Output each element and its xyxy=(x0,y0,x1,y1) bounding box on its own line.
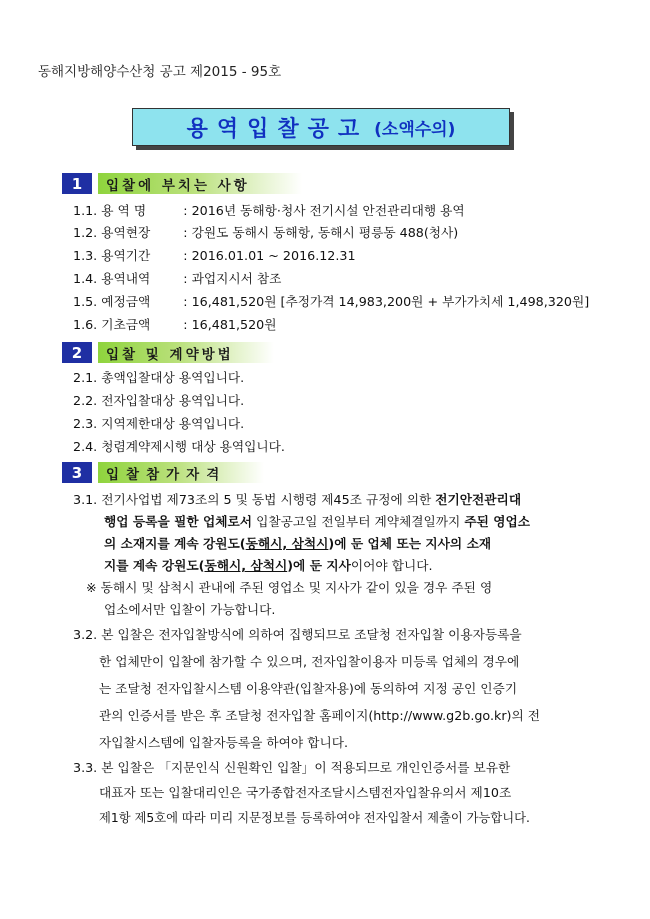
item-2-1: 2.1. 총액입찰대상 용역입니다. xyxy=(73,370,245,385)
item-2-4: 2.4. 청렴계약제시행 대상 용역입니다. xyxy=(73,439,285,454)
item-3-2-line-3: 는 조달청 전자입찰시스템 이용약관(입찰자용)에 동의하여 지정 공인 인증기 xyxy=(99,681,518,696)
item-3-2-line-5: 자입찰시스템에 입찰자등록을 하여야 합니다. xyxy=(99,735,348,750)
item-1-1: 1.1. 용 역 명 : 2016년 동해항·청사 전기시설 안전관리대행 용역 xyxy=(73,203,465,218)
item-1-5: 1.5. 예정금액 : 16,481,520원 [추정가격 14,983,200원 + 부가가치세 1,498,320원] xyxy=(73,294,590,309)
section-title: 입찰참가자격 xyxy=(98,462,264,483)
item-3-3-line-3: 제1항 제5호에 따라 미리 지문정보를 등록하여야 전자입찰서 제출이 가능합니다. xyxy=(99,811,530,825)
section-3-header xyxy=(62,462,264,483)
item-3-3-line-2: 대표자 또는 입찰대리인은 국가종합전자조달시스템전자입찰유의서 제10조 xyxy=(99,785,512,800)
item-1-2: 1.2. 용역현장 : 강원도 동해시 동해항, 동해시 평릉동 488(청사) xyxy=(73,225,459,240)
item-1-4: 1.4. 용역내역 : 과업지시서 참조 xyxy=(73,271,282,286)
item-3-1-line-2: 행업 등록을 필한 업체로서 입찰공고일 전일부터 계약체결일까지 주된 영업소 xyxy=(104,514,531,529)
item-3-2-line-2: 한 업체만이 입찰에 참가할 수 있으며, 전자입찰이용자 미등록 업체의 경우에 xyxy=(99,654,520,669)
note-line-2: 업소에서만 입찰이 가능합니다. xyxy=(104,602,276,617)
document-title-box xyxy=(132,108,510,146)
item-2-2: 2.2. 전자입찰대상 용역입니다. xyxy=(73,393,245,408)
section-1-header xyxy=(62,173,302,194)
item-1-6: 1.6. 기초금액 : 16,481,520원 xyxy=(73,317,277,332)
section-number: 2 xyxy=(62,342,92,363)
section-number: 3 xyxy=(62,462,92,483)
item-1-3: 1.3. 용역기간 : 2016.01.01 ~ 2016.12.31 xyxy=(73,248,356,263)
document-title: 용역입찰공고 xyxy=(186,116,369,142)
item-3-1-line-4: 지를 계속 강원도(동해시, 삼척시)에 둔 지사이어야 합니다. xyxy=(104,558,433,573)
item-3-3-line-1: 3.3. 본 입찰은 「지문인식 신원확인 입찰」이 적용되므로 개인인증서를 보유한 xyxy=(73,760,511,775)
section-title: 입찰 및 계약방법 xyxy=(98,342,274,363)
notice-number: 동해지방해양수산청 공고 제2015 - 95호 xyxy=(38,64,282,80)
item-3-2-line-4: 관의 인증서를 받은 후 조달청 전자입찰 홈페이지(http://www.g2b.go.kr)의 전 xyxy=(99,708,541,723)
document-subtitle: (소액수의) xyxy=(374,119,456,140)
item-2-3: 2.3. 지역제한대상 용역입니다. xyxy=(73,416,245,431)
item-3-2-line-1: 3.2. 본 입찰은 전자입찰방식에 의하여 집행되므로 조달청 전자입찰 이용자등록을 xyxy=(73,627,522,642)
section-2-header xyxy=(62,342,274,363)
item-3-1-line-3: 의 소재지를 계속 강원도(동해시, 삼척시)에 둔 업체 또는 지사의 소재 xyxy=(104,536,492,551)
section-title: 입찰에 부치는 사항 xyxy=(98,173,302,194)
note-line-1: ※ 동해시 및 삼척시 관내에 주된 영업소 및 지사가 같이 있을 경우 주된 영 xyxy=(86,580,493,595)
section-number: 1 xyxy=(62,173,92,194)
item-3-1-line-1: 3.1. 전기사업법 제73조의 5 및 동법 시행령 제45조 규정에 의한 전기안전관리대 xyxy=(73,492,522,507)
